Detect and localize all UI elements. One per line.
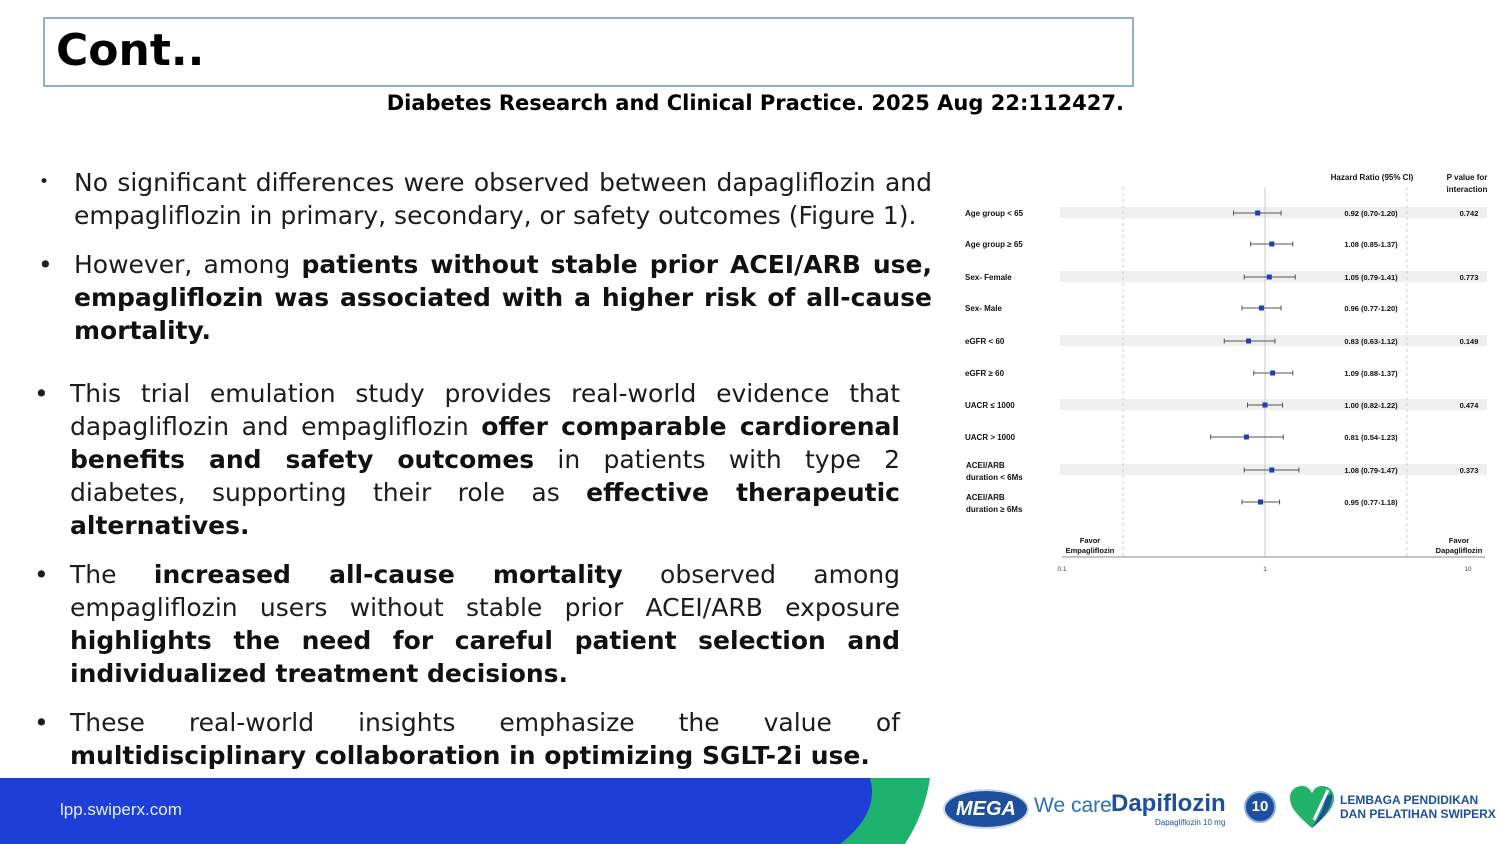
p-value: 0.373	[1459, 466, 1479, 475]
we-care-text: We care	[1034, 794, 1112, 817]
p-column-header: interaction	[1446, 185, 1488, 194]
brand-subtitle: Dapagliflozin 10 mg	[1155, 818, 1226, 827]
ci-text: 1.08 (0.79-1.47)	[1344, 466, 1398, 475]
row-label: ACEI/ARB	[966, 493, 1005, 502]
bullet-item	[39, 166, 932, 232]
bullet-text-bold: increased all-cause mortality	[153, 560, 623, 589]
bullet-text: However, among	[74, 250, 302, 279]
ci-text: 1.09 (0.88-1.37)	[1344, 369, 1398, 378]
heart-icon	[1288, 784, 1336, 830]
hr-point	[1259, 306, 1264, 311]
p-value: 0.474	[1459, 401, 1479, 410]
x-tick-label: 10	[1464, 566, 1472, 573]
row-label: Age group ≥ 65	[965, 240, 1023, 249]
bullet-text: observed among empagliflozin users without stable prior ACEI/ARB exposure	[70, 560, 900, 622]
ci-text: 0.83 (0.63-1.12)	[1344, 337, 1398, 346]
org-name	[1340, 793, 1496, 821]
hr-column-header: Hazard Ratio (95% CI)	[1330, 173, 1414, 182]
bullet-item	[34, 377, 900, 542]
mega-logo: MEGA	[943, 789, 1029, 829]
favor-right-label: Dapagliflozin	[1435, 546, 1483, 555]
bullet-marker: •	[38, 250, 53, 279]
hr-point	[1246, 339, 1251, 344]
bullet-text-bold: offer comparable cardiorenal benefits and safety outcomes	[70, 412, 900, 474]
bullet-text: The	[70, 560, 154, 589]
row-label: UACR ≤ 1000	[965, 401, 1015, 410]
hr-point	[1263, 403, 1268, 408]
bullet-text-bold: highlights the need for careful patient selection and individualized treatment decisions.	[70, 626, 900, 688]
ci-text: 1.00 (0.82-1.22)	[1344, 401, 1398, 410]
row-label: Sex- Female	[965, 273, 1012, 282]
p-value: 0.149	[1459, 337, 1479, 346]
x-tick-label: 1	[1263, 566, 1267, 573]
row-label: Age group < 65	[965, 209, 1024, 218]
ci-text: 0.96 (0.77-1.20)	[1344, 304, 1398, 313]
favor-left-label: Empagliflozin	[1065, 546, 1115, 555]
favor-left-label: Favor	[1079, 536, 1101, 545]
page-title: Cont..	[56, 25, 205, 76]
row-label: duration < 6Ms	[966, 473, 1023, 482]
p-value: 0.773	[1459, 273, 1479, 282]
bullet-item	[34, 558, 900, 690]
bullet-marker: •	[34, 708, 49, 737]
row-label: duration ≥ 6Ms	[966, 505, 1023, 514]
row-label: UACR > 1000	[965, 433, 1016, 442]
p-value: 0.742	[1459, 209, 1479, 218]
hr-point	[1244, 435, 1249, 440]
bullet-marker: •	[34, 560, 49, 589]
hr-point	[1267, 275, 1272, 280]
ci-text: 1.05 (0.79-1.41)	[1344, 273, 1398, 282]
ci-text: 1.08 (0.85-1.37)	[1344, 240, 1398, 249]
bullet-marker: •	[34, 379, 49, 408]
x-tick-label: 0.1	[1057, 566, 1067, 573]
brand-name: Dapiflozin	[1111, 790, 1226, 817]
bullet-marker: •	[39, 172, 50, 192]
ci-text: 0.92 (0.70-1.20)	[1344, 209, 1398, 218]
row-label: eGFR ≥ 60	[965, 369, 1005, 378]
hr-point	[1258, 500, 1263, 505]
ci-text: 0.95 (0.77-1.18)	[1344, 498, 1398, 507]
bullet-item	[34, 706, 900, 772]
hr-point	[1269, 242, 1274, 247]
bullet-text: No significant differences were observed between dapagliflozin and empagliflozin in primary, secondary, or safety outcomes (Figure 1).	[74, 168, 932, 230]
favor-right-label: Favor	[1448, 536, 1470, 545]
org-line-1: LEMBAGA PENDIDIKAN	[1340, 793, 1479, 807]
citation: Diabetes Research and Clinical Practice. 2025 Aug 22:112427.	[386, 91, 1124, 115]
hr-point	[1270, 371, 1275, 376]
row-label: ACEI/ARB	[966, 461, 1005, 470]
ci-text: 0.81 (0.54-1.23)	[1344, 433, 1398, 442]
bullet-text-bold: effective therapeutic alternatives.	[70, 478, 900, 540]
bullet-text: in patients with type 2 diabetes, supporting their role as	[70, 445, 900, 507]
row-label: eGFR < 60	[965, 337, 1005, 346]
bullet-text: These real-world insights emphasize the value of	[70, 708, 900, 737]
bullet-text: This trial emulation study provides real-world evidence that dapagliflozin and empagliflozin	[70, 379, 900, 441]
row-label: Sex- Male	[965, 304, 1002, 313]
bullet-list-top	[38, 166, 932, 363]
bullet-text-bold: multidisciplinary collaboration in optimizing SGLT-2i use.	[70, 741, 870, 770]
bullet-text-bold: patients without stable prior ACEI/ARB use, empagliflozin was associated with a higher risk of all-cause mortality.	[74, 250, 932, 345]
hr-point	[1269, 468, 1274, 473]
p-column-header: P value for	[1446, 173, 1488, 182]
dose-badge: 10	[1244, 791, 1276, 823]
org-line-2: DAN PELATIHAN SWIPERX	[1340, 807, 1496, 821]
hr-point	[1255, 211, 1260, 216]
footer-url-link[interactable]: lpp.swiperx.com	[60, 800, 182, 819]
bullet-item	[38, 248, 932, 347]
forest-plot	[950, 165, 1495, 580]
title-box	[43, 17, 1134, 87]
bullet-list-bottom	[34, 377, 900, 788]
